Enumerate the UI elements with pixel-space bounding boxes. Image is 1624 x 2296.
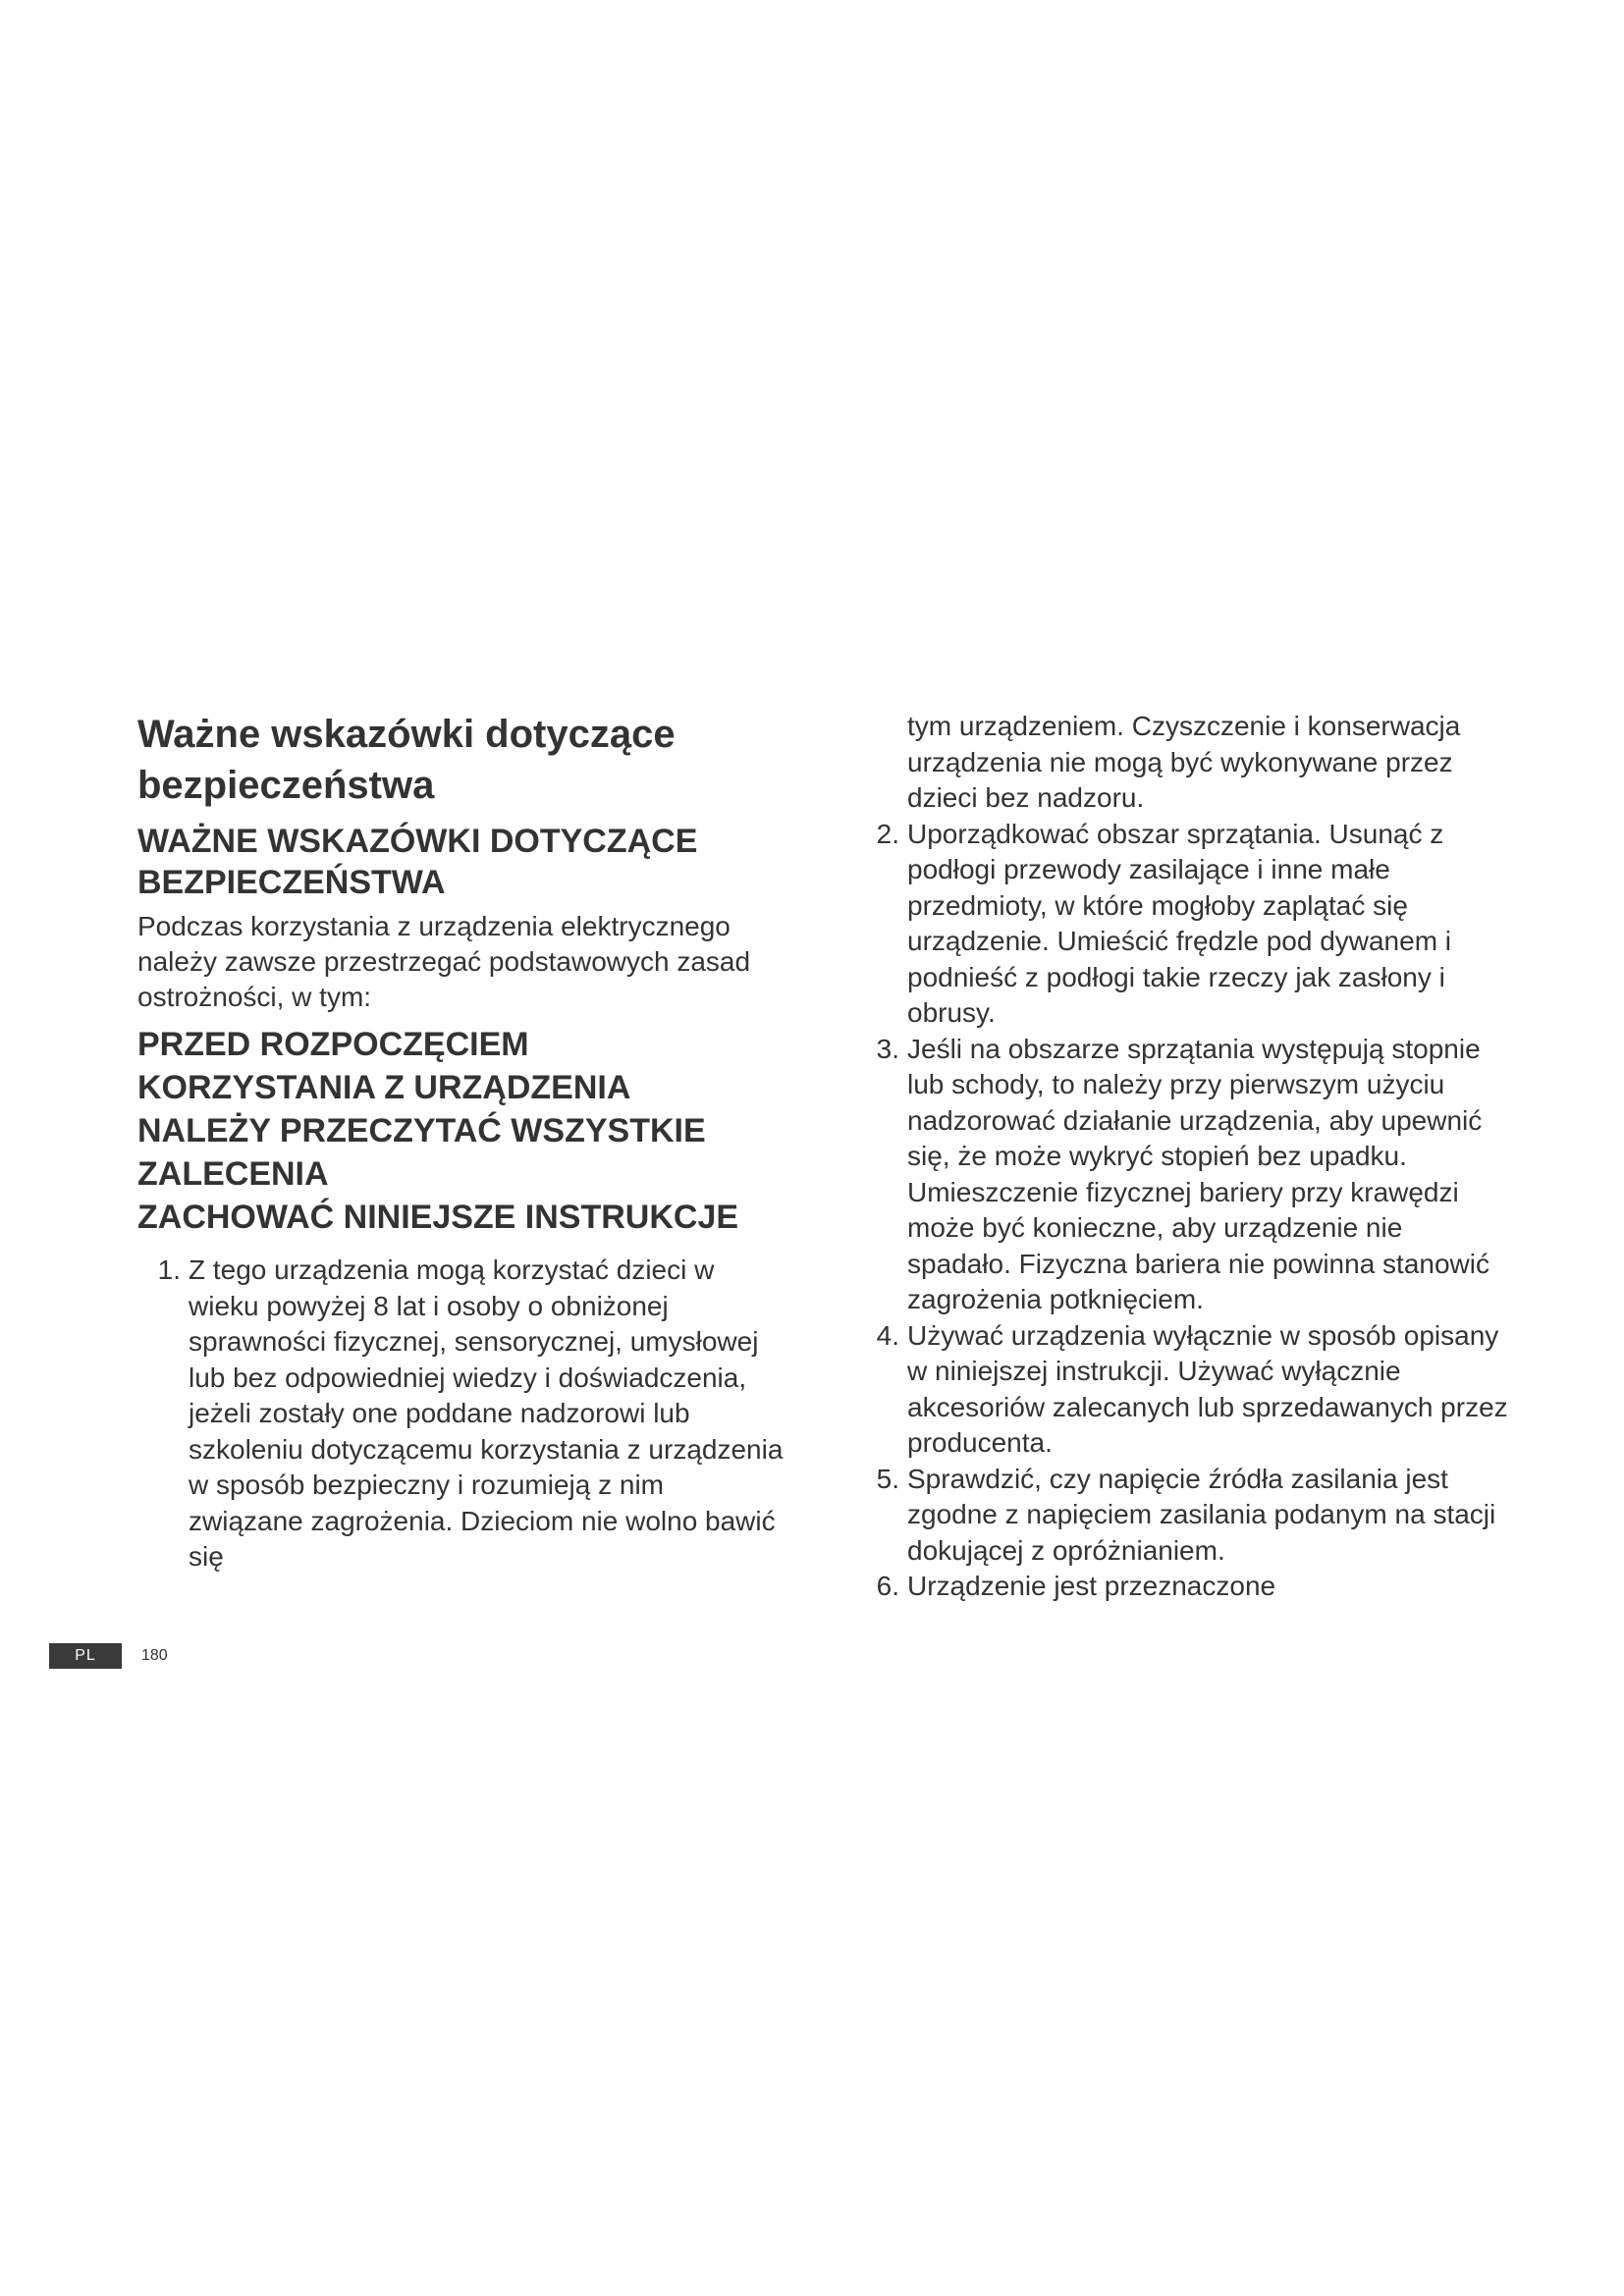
language-badge: PL <box>49 1643 122 1669</box>
list-item-number: 1. <box>157 1255 181 1285</box>
right-column <box>864 709 1512 1605</box>
page-footer <box>49 1643 168 1669</box>
list-item-text: Sprawdzić, czy napięcie źródła zasilania jest zgodne z napięciem zasilania podanym na stacji dokującej z opróżnianiem. <box>907 1463 1496 1566</box>
safety-list-left <box>137 1253 785 1575</box>
list-item <box>864 1032 1512 1318</box>
list-item-text: Jeśli na obszarze sprzątania występują stopnie lub schody, to należy przy pierwszym użyciu nadzorować działanie urządzenia, aby upewnić się, że może wykryć stopień bez upadku. Umieszczenie fizycznej bariery przy krawędzi może być konieczne, aby urządzenie nie spadało. Fizyczna bariera nie powinna stanowić zagrożenia potknięciem. <box>907 1033 1489 1314</box>
save-instructions-notice: ZACHOWAĆ NINIEJSZE INSTRUKCJE <box>137 1199 739 1236</box>
list-item <box>864 1462 1512 1570</box>
list-item <box>137 1253 785 1575</box>
safety-list-right <box>864 817 1512 1605</box>
list-item-number: 5. <box>876 1463 899 1494</box>
list-item-text: Urządzenie jest przeznaczone <box>907 1571 1276 1601</box>
list-item-number: 2. <box>876 818 899 849</box>
list-item-number: 3. <box>876 1033 899 1064</box>
section-subtitle: WAŻNE WSKAZÓWKI DOTYCZĄCE BEZPIECZEŃSTWA <box>137 823 698 901</box>
list-item-number: 4. <box>876 1319 899 1351</box>
continued-text: tym urządzeniem. Czyszczenie i konserwacja urządzenia nie mogą być wykonywane przez dzieci bez nadzoru. <box>907 711 1461 813</box>
intro-paragraph: Podczas korzystania z urządzenia elektrycznego należy zawsze przestrzegać podstawowych zasad ostrożności, w tym: <box>137 911 751 1012</box>
list-item <box>864 1569 1512 1605</box>
list-item <box>864 817 1512 1032</box>
list-item-text: Używać urządzenia wyłącznie w sposób opisany w niniejszej instrukcji. Używać wyłącznie akcesoriów zalecanych lub sprzedawanych przez producenta. <box>907 1319 1508 1458</box>
list-item-text: Uporządkować obszar sprzątania. Usunąć z podłogi przewody zasilające i inne małe przedmioty, w które mogłoby zaplątać się urządzenie. Umieścić frędzle pod dywanem i podnieść z podłogi takie rzeczy jak zasłony i obrusy. <box>907 818 1452 1028</box>
page-number: 180 <box>141 1647 168 1664</box>
page-title: Ważne wskazówki dotyczące bezpieczeństwa <box>137 713 676 807</box>
list-item-number: 6. <box>876 1571 899 1601</box>
list-item <box>864 1318 1512 1462</box>
read-instructions-notice: PRZED ROZPOCZĘCIEM KORZYSTANIA Z URZĄDZENIA NALEŻY PRZECZYTAĆ WSZYSTKIE ZALECENIA <box>137 1026 706 1193</box>
list-item-text: Z tego urządzenia mogą korzystać dzieci w wieku powyżej 8 lat i osoby o obniżonej sprawności fizycznej, sensorycznej, umysłowej lub bez odpowiedniej wiedzy i doświadczenia, jeżeli zostały one poddane nadzorowi lub szkoleniu dotyczącemu korzystania z urządzenia w sposób bezpieczny i rozumieją z nim związane zagrożenia. Dzieciom nie wolno bawić się <box>189 1255 784 1572</box>
left-column <box>137 709 785 1575</box>
